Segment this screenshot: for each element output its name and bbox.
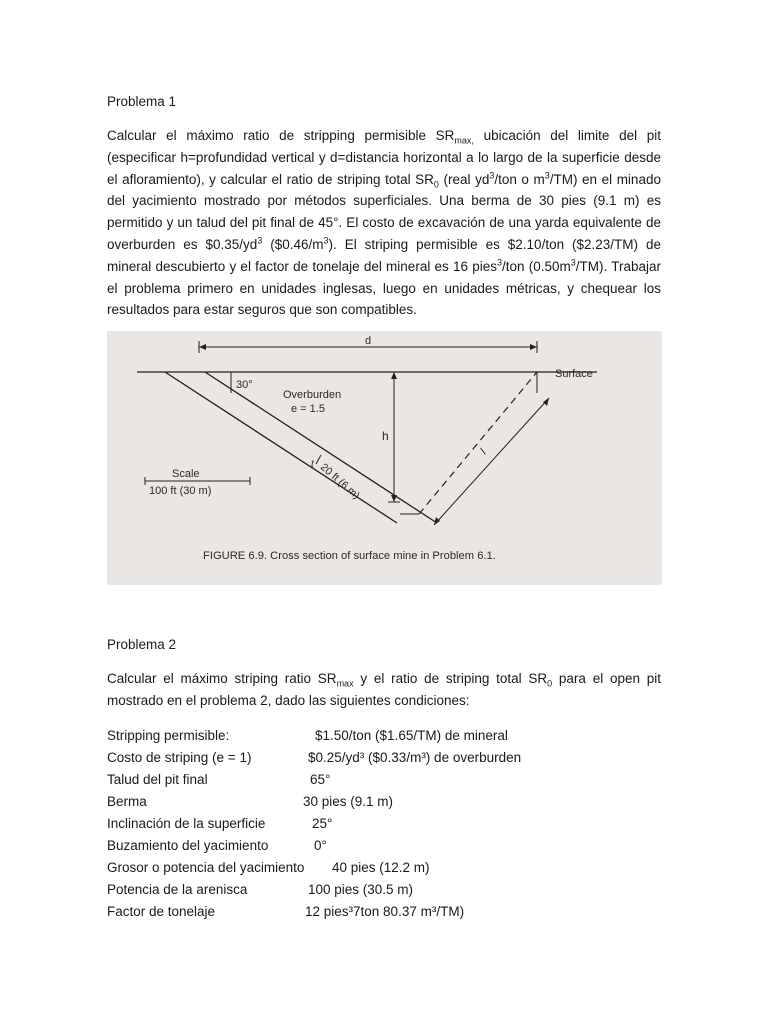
superscript-3: 3 (257, 235, 263, 246)
condition-row (107, 901, 667, 923)
text-run: /TM). Trabajar el problema primero en unidades inglesas, luego en unidades métricas, y chequear los resultados para estar seguros que son compatibles. (107, 258, 662, 318)
problem1-statement (107, 125, 661, 321)
text-run: para el open pit mostrado en el problema 2, dado las siguientes condiciones: (107, 671, 661, 708)
thickness-tick (316, 455, 321, 464)
l-dimension-line (434, 398, 549, 525)
d-arrow-left (199, 344, 206, 350)
d-arrow-right (530, 344, 537, 350)
subscript-max: max, (454, 135, 474, 146)
problem2-statement (107, 668, 661, 712)
condition-label: Factor de tonelaje (107, 904, 216, 919)
condition-value: $0.25/yd³ ($0.33/m³) de overburden (308, 750, 522, 765)
subscript-max: max (336, 678, 354, 689)
condition-label: Stripping permisible: (107, 728, 230, 743)
condition-label: Grosor o potencia del yacimiento (107, 860, 305, 875)
subscript-0: 0 (547, 678, 553, 689)
text-run: (real yd (438, 171, 490, 187)
text-run: ). El striping permisible es $2.10/ton ($2.23/TM) de mineral descubierto y el factor de tonelaje del mineral es 16 pies (107, 236, 662, 274)
condition-row (107, 725, 667, 747)
text-run: /ton (0.50m (502, 258, 571, 274)
condition-row (107, 879, 667, 901)
problem2-heading: Problema 2 (107, 637, 177, 652)
condition-row (107, 791, 667, 813)
pit-slope-dashed-line (419, 372, 537, 514)
condition-value: 0° (314, 838, 327, 853)
l-arrow-top (543, 398, 549, 406)
text-run: /TM) en el minado del yacimiento mostrado por métodos superficiales. Una berma de 30 pies (9.1 m) es permitido y un talud del pit final de 45°. El costo de excavación de una yarda equivalente de overburden es $0.35/yd (107, 171, 661, 252)
h-arrow-top (391, 372, 397, 379)
thickness-label: 20 ft (6 m) (318, 461, 363, 502)
text-run: Calcular el máximo ratio de stripping permisible SR (107, 128, 455, 143)
angle-label: 30° (236, 379, 253, 391)
cross-section-figure (107, 331, 662, 585)
superscript-3: 3 (570, 257, 576, 268)
ore-hanging-wall-line (165, 372, 397, 523)
h-label: h (382, 429, 389, 443)
condition-value: $1.50/ton ($1.65/TM) de mineral (315, 728, 508, 743)
text-run: ubicación del limite del pit (especificar h=profundidad vertical y d=distancia horizontal a lo largo de la superficie desde el afloramiento), y calcular el ratio de striping total SR (107, 128, 661, 187)
condition-row (107, 835, 667, 857)
superscript-3: 3 (489, 170, 495, 181)
scale-value: 100 ft (30 m) (149, 485, 212, 497)
condition-value: 30 pies (9.1 m) (303, 794, 394, 809)
superscript-3: 3 (544, 170, 550, 181)
superscript-3: 3 (497, 257, 503, 268)
condition-label: Talud del pit final (107, 772, 208, 787)
superscript-3: 3 (323, 235, 329, 246)
condition-row (107, 769, 667, 791)
scale-label: Scale (172, 468, 200, 480)
cross-section-diagram (107, 331, 662, 585)
condition-label: Potencia de la arenisca (107, 882, 248, 897)
text-run: /ton o m (494, 171, 545, 187)
condition-row (107, 747, 667, 769)
condition-value: 100 pies (30.5 m) (308, 882, 414, 897)
condition-label: Buzamiento del yacimiento (107, 838, 269, 853)
d-label: d (365, 335, 372, 347)
text-run: ($0.46/m (262, 236, 324, 252)
problem1-heading: Problema 1 (107, 94, 177, 109)
conditions-list (107, 725, 667, 923)
condition-value: 12 pies³7ton 80.37 m³/TM) (305, 904, 465, 919)
subscript-0: 0 (433, 179, 439, 190)
condition-value: 65° (310, 772, 331, 787)
overburden-label: Overburden (283, 389, 342, 401)
overburden-e-label: e = 1.5 (291, 403, 325, 415)
figure-caption: FIGURE 6.9. Cross section of surface mine in Problem 6.1. (203, 550, 496, 562)
thickness-t-label: t (311, 459, 314, 470)
condition-value: 25° (312, 816, 333, 831)
surface-label: Surface (555, 368, 593, 380)
condition-label: Berma (107, 794, 147, 809)
text-run: Calcular el máximo striping ratio SR (107, 671, 337, 686)
condition-value: 40 pies (12.2 m) (332, 860, 430, 875)
condition-label: Costo de striping (e = 1) (107, 750, 252, 765)
h-arrow-bottom (391, 495, 397, 502)
condition-row (107, 857, 667, 879)
condition-row (107, 813, 667, 835)
condition-label: Inclinación de la superficie (107, 816, 266, 831)
l-label: l (478, 447, 489, 458)
text-run: y el ratio de striping total SR (353, 671, 548, 686)
